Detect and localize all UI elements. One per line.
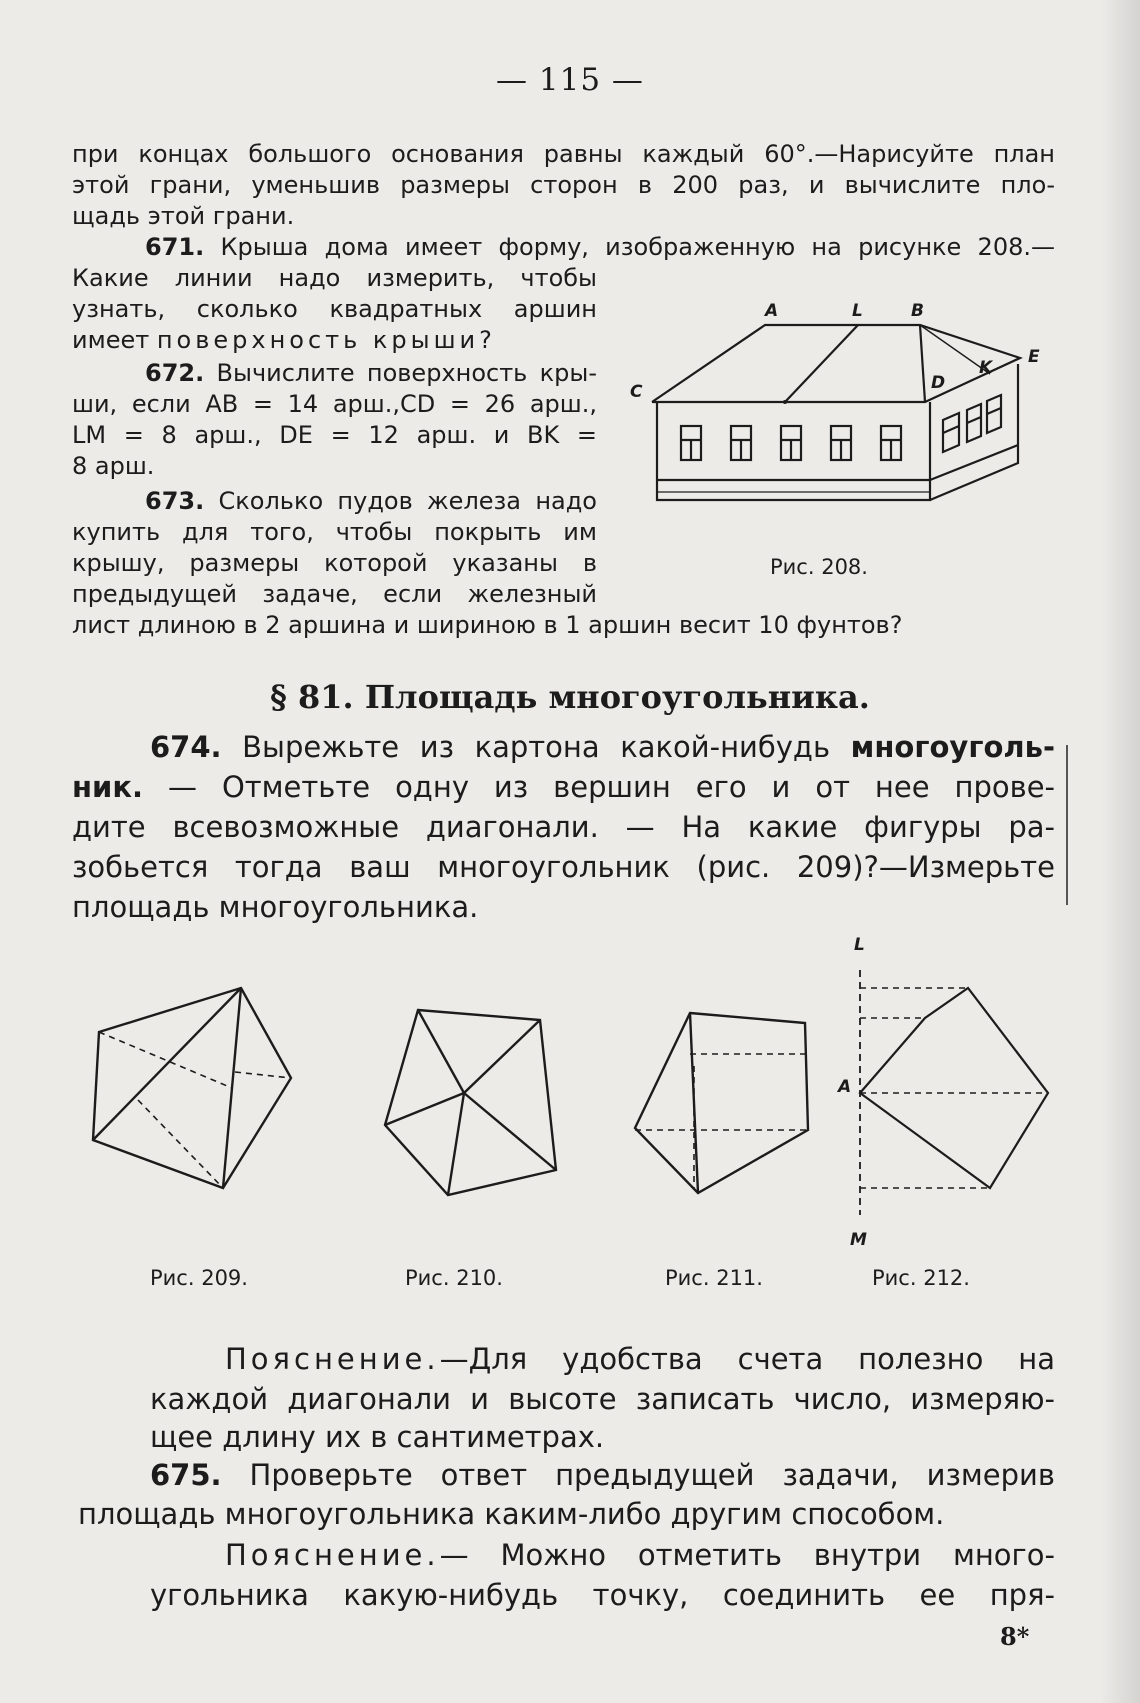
- label-a-212: A: [838, 1077, 852, 1097]
- pentagon-diagonals: [85, 980, 295, 1195]
- margin-rule: [1066, 745, 1068, 905]
- figure-212: [830, 930, 1060, 1250]
- figure-209: [85, 980, 295, 1195]
- note-label: Пояснение.: [225, 1538, 440, 1572]
- text-line: площадь многоугольника каким-либо другим способом.: [78, 1497, 945, 1531]
- figure-208-caption: Рис. 208.: [770, 555, 868, 579]
- problem-number: 674.: [150, 730, 222, 764]
- pentagon-dashed-strips: [630, 1008, 815, 1203]
- problem-number: 673.: [145, 487, 205, 515]
- text-line: 8 арш.: [72, 452, 155, 480]
- side-windows: [943, 395, 1001, 452]
- roof-hip-d: [920, 325, 925, 402]
- text-line: ник. — Отметьте одну из вершин его и от нее прове-: [72, 770, 1056, 804]
- text-line: зобьется тогда ваш многоугольник (рис. 209)?—Измерьте: [72, 850, 1055, 884]
- label-c: C: [630, 382, 643, 402]
- label-m-212: M: [850, 1230, 867, 1250]
- front-windows: [681, 426, 901, 460]
- text-line: узнать, сколько квадратных аршин: [72, 295, 597, 323]
- text-line: щадь этой грани.: [72, 202, 295, 230]
- text-line: щее длину их в сантиметрах.: [150, 1420, 605, 1454]
- text-line: площадь многоугольника.: [72, 890, 479, 924]
- figure-212-caption: Рис. 212.: [872, 1266, 970, 1290]
- text-line: купить для того, чтобы покрыть им: [72, 518, 597, 546]
- figure-211: [630, 1008, 815, 1203]
- problem-number: 675.: [150, 1458, 222, 1492]
- problem-673-line: 673. Сколько пудов железа надо: [145, 487, 597, 515]
- text-line: при концах большого основания равны каждый 60°.—Нарисуйте план: [72, 140, 1055, 168]
- text-line: Какие линии надо измерить, чтобы: [72, 264, 597, 292]
- point-m: [783, 400, 787, 404]
- problem-number: 671.: [145, 233, 205, 261]
- label-a: A: [765, 301, 779, 321]
- figure-208-house: [625, 300, 1055, 510]
- text-line: этой грани, уменьшив размеры сторон в 200 раз, и вычислите пло-: [72, 171, 1055, 199]
- label-k: K: [979, 358, 993, 378]
- problem-671-line: 671. Крыша дома имеет форму, изображенную на рисунке 208.—: [145, 233, 1055, 261]
- page-edge-shadow: [1100, 0, 1140, 1703]
- text-line: LM = 8 арш., DE = 12 арш. и BK =: [72, 421, 597, 449]
- label-e: E: [1028, 347, 1040, 367]
- note-label: Пояснение.: [225, 1342, 440, 1376]
- section-title: § 81. Площадь многоугольника.: [270, 678, 870, 716]
- text-line: угольника какую-нибудь точку, соединить ее пря-: [150, 1578, 1055, 1612]
- label-l-212: L: [854, 935, 865, 955]
- front-wall: [657, 402, 930, 500]
- note-line: Пояснение.—Для удобства счета полезно на: [225, 1342, 1055, 1376]
- note-line: Пояснение.— Можно отметить внутри много-: [225, 1538, 1055, 1572]
- pentagon-center-lines: [380, 1005, 560, 1200]
- text-line: предыдущей задаче, если железный: [72, 580, 597, 608]
- problem-672-line: 672. Вычислите поверхность кры-: [145, 359, 597, 387]
- figure-210-caption: Рис. 210.: [405, 1266, 503, 1290]
- label-d: D: [931, 373, 946, 393]
- house-drawing: [625, 300, 1055, 510]
- roof-outline: [652, 325, 1020, 402]
- problem-675-line: 675. Проверьте ответ предыдущей задачи, измерив: [150, 1458, 1055, 1492]
- signature-mark: 8*: [1000, 1622, 1030, 1651]
- figure-210: [380, 1005, 560, 1200]
- roof-line-lm: [785, 325, 858, 402]
- label-l: L: [852, 301, 863, 321]
- text-line: каждой диагонали и высоте записать число, измеряю-: [150, 1382, 1055, 1416]
- text-line: имеет поверхность крыши?: [72, 326, 496, 354]
- figure-209-caption: Рис. 209.: [150, 1266, 248, 1290]
- text-line: дите всевозможные диагонали. — На какие фигуры ра-: [72, 810, 1055, 844]
- label-b: B: [911, 301, 924, 321]
- text-line: лист длиною в 2 аршина и шириною в 1 аршин весит 10 фунтов?: [72, 611, 903, 639]
- pentagon-with-axis: [830, 930, 1060, 1250]
- page-number: — 115 —: [496, 62, 644, 98]
- figure-211-caption: Рис. 211.: [665, 1266, 763, 1290]
- problem-674-line: 674. Вырежьте из картона какой-нибудь многоуголь-: [150, 730, 1056, 764]
- text-line: крышу, размеры которой указаны в: [72, 549, 597, 577]
- text-line: ши, если AB = 14 арш.,CD = 26 арш.,: [72, 390, 597, 418]
- problem-number: 672.: [145, 359, 205, 387]
